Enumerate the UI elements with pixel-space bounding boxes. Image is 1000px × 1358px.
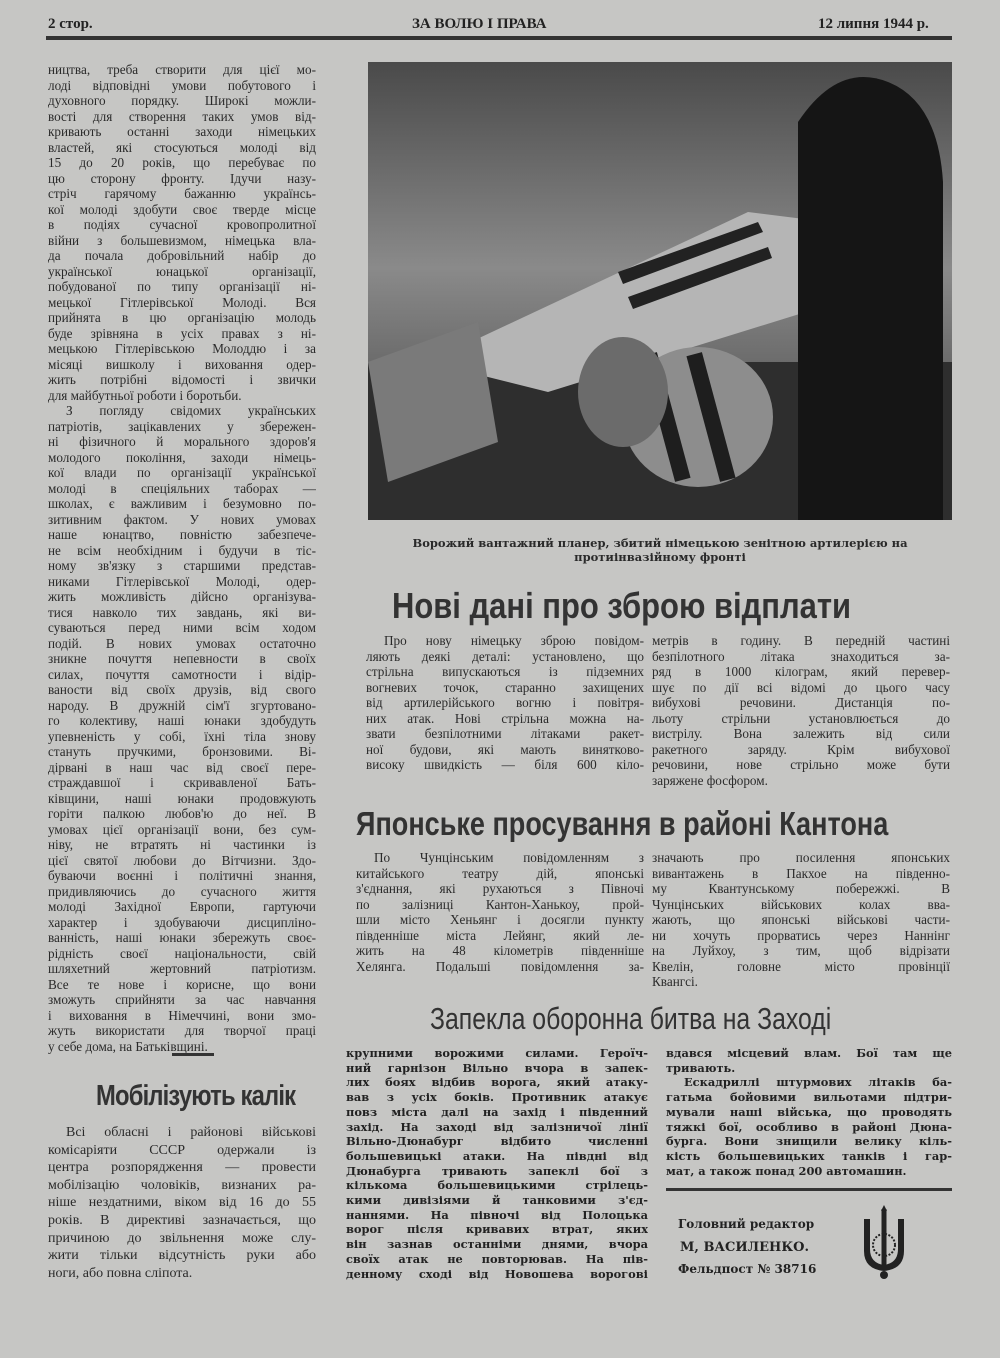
- text-line: школах, є важливим і безумовно по-: [48, 496, 316, 511]
- issue-date: 12 липня 1944 р.: [818, 16, 929, 32]
- text-line: тривають.: [666, 1060, 736, 1075]
- text-line: ляють деякі деталі: установлено, що: [366, 648, 644, 664]
- text-line: війни з большевизмом, німецька вла-: [48, 232, 316, 248]
- japan-article-col-2: [652, 850, 950, 990]
- text-line: Про нову німецьку зброю повідом-: [384, 633, 644, 648]
- text-line: Квелін, головне місто провінції: [652, 958, 950, 974]
- text-line: молодого покоління, заходи німець-: [48, 449, 316, 465]
- text-line: ванність, наші юнаки збережуть своє-: [48, 930, 316, 945]
- text-line: денному сході від Новошева ворогові: [346, 1266, 648, 1281]
- text-line: вивантажень в Пакхое на південно-: [652, 865, 950, 881]
- text-line: подій. В нових умовах остаточно: [48, 635, 316, 651]
- text-line: Хелянга. Подальші повідомлення за-: [356, 958, 644, 974]
- text-line: 15 до 20 років, що перебуває по: [48, 155, 316, 170]
- west-article-col-1: [346, 1046, 648, 1281]
- text-line: Всі обласні і районові військові: [66, 1125, 316, 1140]
- text-line: жить можливість дійсно організува-: [48, 589, 316, 604]
- text-line: по залізниці Кантон-Ханькоу, прой-: [356, 896, 644, 912]
- text-line: молоді Західної Европи, гартуючи: [48, 899, 316, 914]
- text-line: Ескадриллі штурмових літаків ба-: [684, 1075, 952, 1090]
- mobilization-article: [48, 1124, 316, 1282]
- text-line: ваности від своїх друзів, від свого: [48, 682, 316, 697]
- mobilization-headline: Мобілізують калік: [96, 1080, 296, 1112]
- west-headline: Запекла оборонна битва на Заході: [430, 1001, 832, 1036]
- text-line: ракетного заряду. Крім вибухової: [652, 741, 950, 757]
- text-line: речовини, нове стрільно може бути: [652, 757, 950, 772]
- text-line: вогневих точок, старанно захищених: [366, 679, 644, 695]
- section-rule: [666, 1188, 952, 1191]
- text-line: цієї святої любови до Вітчизни. Здо-: [48, 852, 316, 868]
- west-article-col-2: [666, 1046, 952, 1178]
- text-line: никами Гітлерівської Молоді, одер-: [48, 573, 316, 589]
- text-line: високу швидкість — біля 600 кіло-: [366, 757, 644, 772]
- trident-sword-emblem-icon: [860, 1205, 908, 1286]
- text-line: значають про посилення японських: [652, 850, 950, 865]
- text-line: не всім необхідним і будучи в тіс-: [48, 542, 316, 558]
- text-line: ряд в 1000 кілограм, який перевер-: [652, 664, 950, 679]
- text-line: ної будови, які мають винятково-: [366, 741, 644, 757]
- text-line: дірвані в наш час від своєї пере-: [48, 759, 316, 775]
- page-number: 2 стор.: [48, 16, 93, 32]
- text-line: ківщини, наші юнаки продовжують: [48, 790, 316, 806]
- text-line: рідність своєї національности, свій: [48, 945, 316, 961]
- text-line: жають, що японські військові части-: [652, 912, 950, 927]
- text-line: для майбутньої роботи і боротьби.: [48, 387, 242, 403]
- text-line: побудованої по типу організації ні-: [48, 279, 316, 294]
- editor-name: М, ВАСИЛЕНКО.: [680, 1240, 810, 1255]
- text-line: льоту стрільни установлюється до: [652, 710, 950, 726]
- text-line: південніше міста Лейянг, який ле-: [356, 927, 644, 943]
- text-line: і виховання в Німеччині, вони змо-: [48, 1007, 316, 1023]
- newspaper-title: ЗА ВОЛЮ І ПРАВА: [412, 16, 547, 32]
- text-line: крупними ворожими силами. Героїч-: [346, 1046, 648, 1060]
- text-line: причиною до звільнення може слу-: [48, 1230, 316, 1246]
- text-line: ни хочуть прорватись через Наннінг: [652, 927, 950, 943]
- text-line: лих боях відбив ворога, який атаку-: [346, 1075, 648, 1090]
- text-line: вості для створення таких умов від-: [48, 108, 316, 124]
- text-line: від артилерійського вогню і повітря-: [366, 695, 644, 710]
- text-line: ніву, не втратять ні частинки із: [48, 837, 316, 852]
- text-line: кривають останні заходи німецьких: [48, 124, 316, 139]
- text-line: прийнята в цю організацію молодь: [48, 310, 316, 325]
- text-line: української юнацької організації,: [48, 263, 316, 279]
- japan-headline: Японське просування в районі Кантона: [356, 805, 889, 842]
- text-line: на Луйхоу, з тим, щоб відрізати: [652, 943, 950, 958]
- text-line: духовного порядку. Широкі можли-: [48, 93, 316, 108]
- text-line: силах, почуття самотности і відір-: [48, 666, 316, 682]
- text-line: вистрілу. Вона залежить від сили: [652, 726, 950, 741]
- text-line: центра розпорядження — провести: [48, 1160, 316, 1176]
- text-line: наше юнацтво, повністю забезпече-: [48, 527, 316, 542]
- text-line: зитивним фактом. У нових умовах: [48, 511, 316, 527]
- text-line: ний гарнізон Вільно вчора в запек-: [346, 1060, 648, 1075]
- text-line: буде зрівняна в усіх правах з ні-: [48, 325, 316, 341]
- text-line: молоді в спеціяльних таборах —: [48, 480, 316, 496]
- text-line: властей, які стосуються молоді від: [48, 139, 316, 155]
- text-line: жить на 48 кілометрів південніше: [356, 943, 644, 958]
- text-line: кість большевицьких танків і гар-: [666, 1148, 952, 1163]
- text-line: звати безпілотними літаками ракет-: [366, 726, 644, 741]
- text-line: шує по дії всі відомі до цього часу: [652, 679, 950, 695]
- text-line: тяжкі бої, особливо в районі Дюна-: [666, 1119, 952, 1134]
- text-line: китайського театру дій, японські: [356, 865, 644, 881]
- text-line: буваючи воєнні і політичні знання,: [48, 868, 316, 883]
- text-line: мецької Гітлерівської Молоді. Вся: [48, 294, 316, 310]
- text-line: років. В директиві зазначається, що: [48, 1212, 316, 1228]
- text-line: страждавшої і скривавленої Бать-: [48, 775, 316, 790]
- text-line: вдався місцевий влам. Бої там ще: [666, 1046, 952, 1060]
- text-line: Все те нове і корисне, що вони: [48, 976, 316, 992]
- section-divider: [172, 1053, 214, 1056]
- weapon-article-col-1: [366, 633, 644, 773]
- text-line: наннями. На півночі від Полоцька: [346, 1207, 648, 1222]
- text-line: кої молоді здобути своє тверде місце: [48, 201, 316, 217]
- text-line: цю сторону фронту. Ідучи назу-: [48, 170, 316, 186]
- text-line: го колективу, наші юнаки здобудуть: [48, 713, 316, 728]
- text-line: да почала добровільний набір до: [48, 248, 316, 263]
- text-line: Квангсі.: [652, 974, 698, 989]
- text-line: ництва, треба створити для цієї мо-: [48, 62, 316, 77]
- text-line: зможуть сприйняти за час навчання: [48, 992, 316, 1007]
- photo-caption-line-2: протиінвазійному фронті: [574, 550, 746, 564]
- text-line: він зазнав останніми днями, вчора: [346, 1237, 648, 1252]
- text-line: народу. В дружній сім'ї згуртовано-: [48, 697, 316, 713]
- text-line: умовах цієї організації вони, без сум-: [48, 821, 316, 837]
- text-line: метрів в годину. В передній частині: [652, 633, 950, 648]
- text-line: шляхетний жертовний патріотизм.: [48, 961, 316, 976]
- text-line: вибухові речовини. Дистанція по-: [652, 695, 950, 710]
- text-line: тися навколо тих завдань, які ви-: [48, 604, 316, 620]
- text-line: мецькою Гітлерівською Молоддю і за: [48, 341, 316, 356]
- text-line: кої влади по організації української: [48, 465, 316, 480]
- text-line: ніше нездатними, віком від 16 до 55: [48, 1195, 316, 1211]
- text-line: повз міста далі на захід і південний: [346, 1104, 648, 1119]
- text-line: мували наші війська, що проводять: [666, 1104, 952, 1119]
- text-line: лоді відповідні умови побутового і: [48, 77, 316, 93]
- text-line: ному зв'язку з старшими представ-: [48, 558, 316, 573]
- text-line: патріотів, зацікавлених у збережен-: [48, 418, 316, 434]
- japan-article-col-1: [356, 850, 644, 974]
- glider-photo: [368, 62, 952, 520]
- editor-role: Головний редактор: [678, 1217, 815, 1231]
- text-line: жить потрібні відомості і звички: [48, 372, 316, 387]
- text-line: безпілотного літака знаходиться за-: [652, 648, 950, 664]
- text-line: мат, а також понад 200 автомашин.: [666, 1163, 907, 1178]
- text-line: Чунцінських військових колах вва-: [652, 896, 950, 912]
- weapon-headline: Нові дані про зброю відплати: [392, 585, 852, 626]
- text-line: гатьма бойовими вильотами підтри-: [666, 1090, 952, 1105]
- text-line: жуть використати для творчої праці: [48, 1023, 316, 1038]
- text-line: в подіях сучасної кровопролитної: [48, 217, 316, 232]
- field-post-number: Фельдпост № 38716: [678, 1262, 817, 1276]
- text-line: шли місто Хеньянг і досягли пункту: [356, 912, 644, 927]
- text-line: По Чунцінським повідомленням з: [374, 850, 644, 865]
- text-line: місяці вишколу і виховання одер-: [48, 356, 316, 372]
- text-line: своїх атак не повторював. На пів-: [346, 1251, 648, 1266]
- text-line: З погляду свідомих українських: [66, 403, 316, 418]
- text-line: захід. На заході від залізничої лінії: [346, 1119, 648, 1134]
- text-line: стріч гарячому бажанню українсь-: [48, 186, 316, 201]
- text-line: горіти палкою любов'ю до неї. В: [48, 806, 316, 821]
- photo-caption-line-1: Ворожий вантажний планер, збитий німецькою зенітною артилерією на: [412, 536, 908, 550]
- text-line: жити тільки відсутність руки або: [48, 1248, 316, 1264]
- text-line: мобілізацію чоловіків, визнаних ра-: [48, 1177, 316, 1193]
- text-line: них атак. Нові стрільна можна на-: [366, 710, 644, 726]
- text-line: суваються перед ними всім ходом: [48, 620, 316, 635]
- glider-photo-image: [368, 62, 952, 520]
- text-line: придивляючись до сучасного життя: [48, 883, 316, 899]
- text-line: упевненість у собі, їхні тіла знову: [48, 728, 316, 744]
- left-article: [48, 62, 316, 1054]
- text-line: ворог після кривавих втрат, яких: [346, 1222, 648, 1237]
- text-line: заряжене фосфором.: [652, 772, 768, 788]
- text-line: большевицькі атаки. На півдні від: [346, 1148, 648, 1163]
- text-line: у себе дома, на Батьківщині.: [48, 1038, 208, 1054]
- text-line: стрільна випускаються із підземних: [366, 664, 644, 679]
- text-line: Дюнабурга тривають запеклі бої з: [346, 1163, 648, 1178]
- text-line: вав з усіх боків. Противник атакує: [346, 1090, 648, 1105]
- text-line: зникне почуття непевности в своїх: [48, 651, 316, 666]
- text-line: Вільно-Дюнабург відбито численні: [346, 1134, 648, 1149]
- weapon-article-col-2: [652, 633, 950, 788]
- text-line: стануть пручкими, бронзовими. Ві-: [48, 744, 316, 759]
- text-line: характер і здобуваючи дисципліно-: [48, 914, 316, 930]
- text-line: бурга. Вони знищили велику кіль-: [666, 1134, 952, 1149]
- text-line: з'єднання, які рухаються з Півночі: [356, 881, 644, 896]
- text-line: кількома большевицькими стрілець-: [346, 1178, 648, 1193]
- header-rule: [46, 36, 952, 40]
- text-line: комісаріяти СССР одержали із: [48, 1142, 316, 1158]
- text-line: ні фізичного й морального здоров'я: [48, 434, 316, 449]
- text-line: му Квантунському побережжі. В: [652, 881, 950, 896]
- text-line: кими дивізіями й танковими з'єд-: [346, 1193, 648, 1208]
- text-line: ноги, або повна сліпота.: [48, 1265, 193, 1281]
